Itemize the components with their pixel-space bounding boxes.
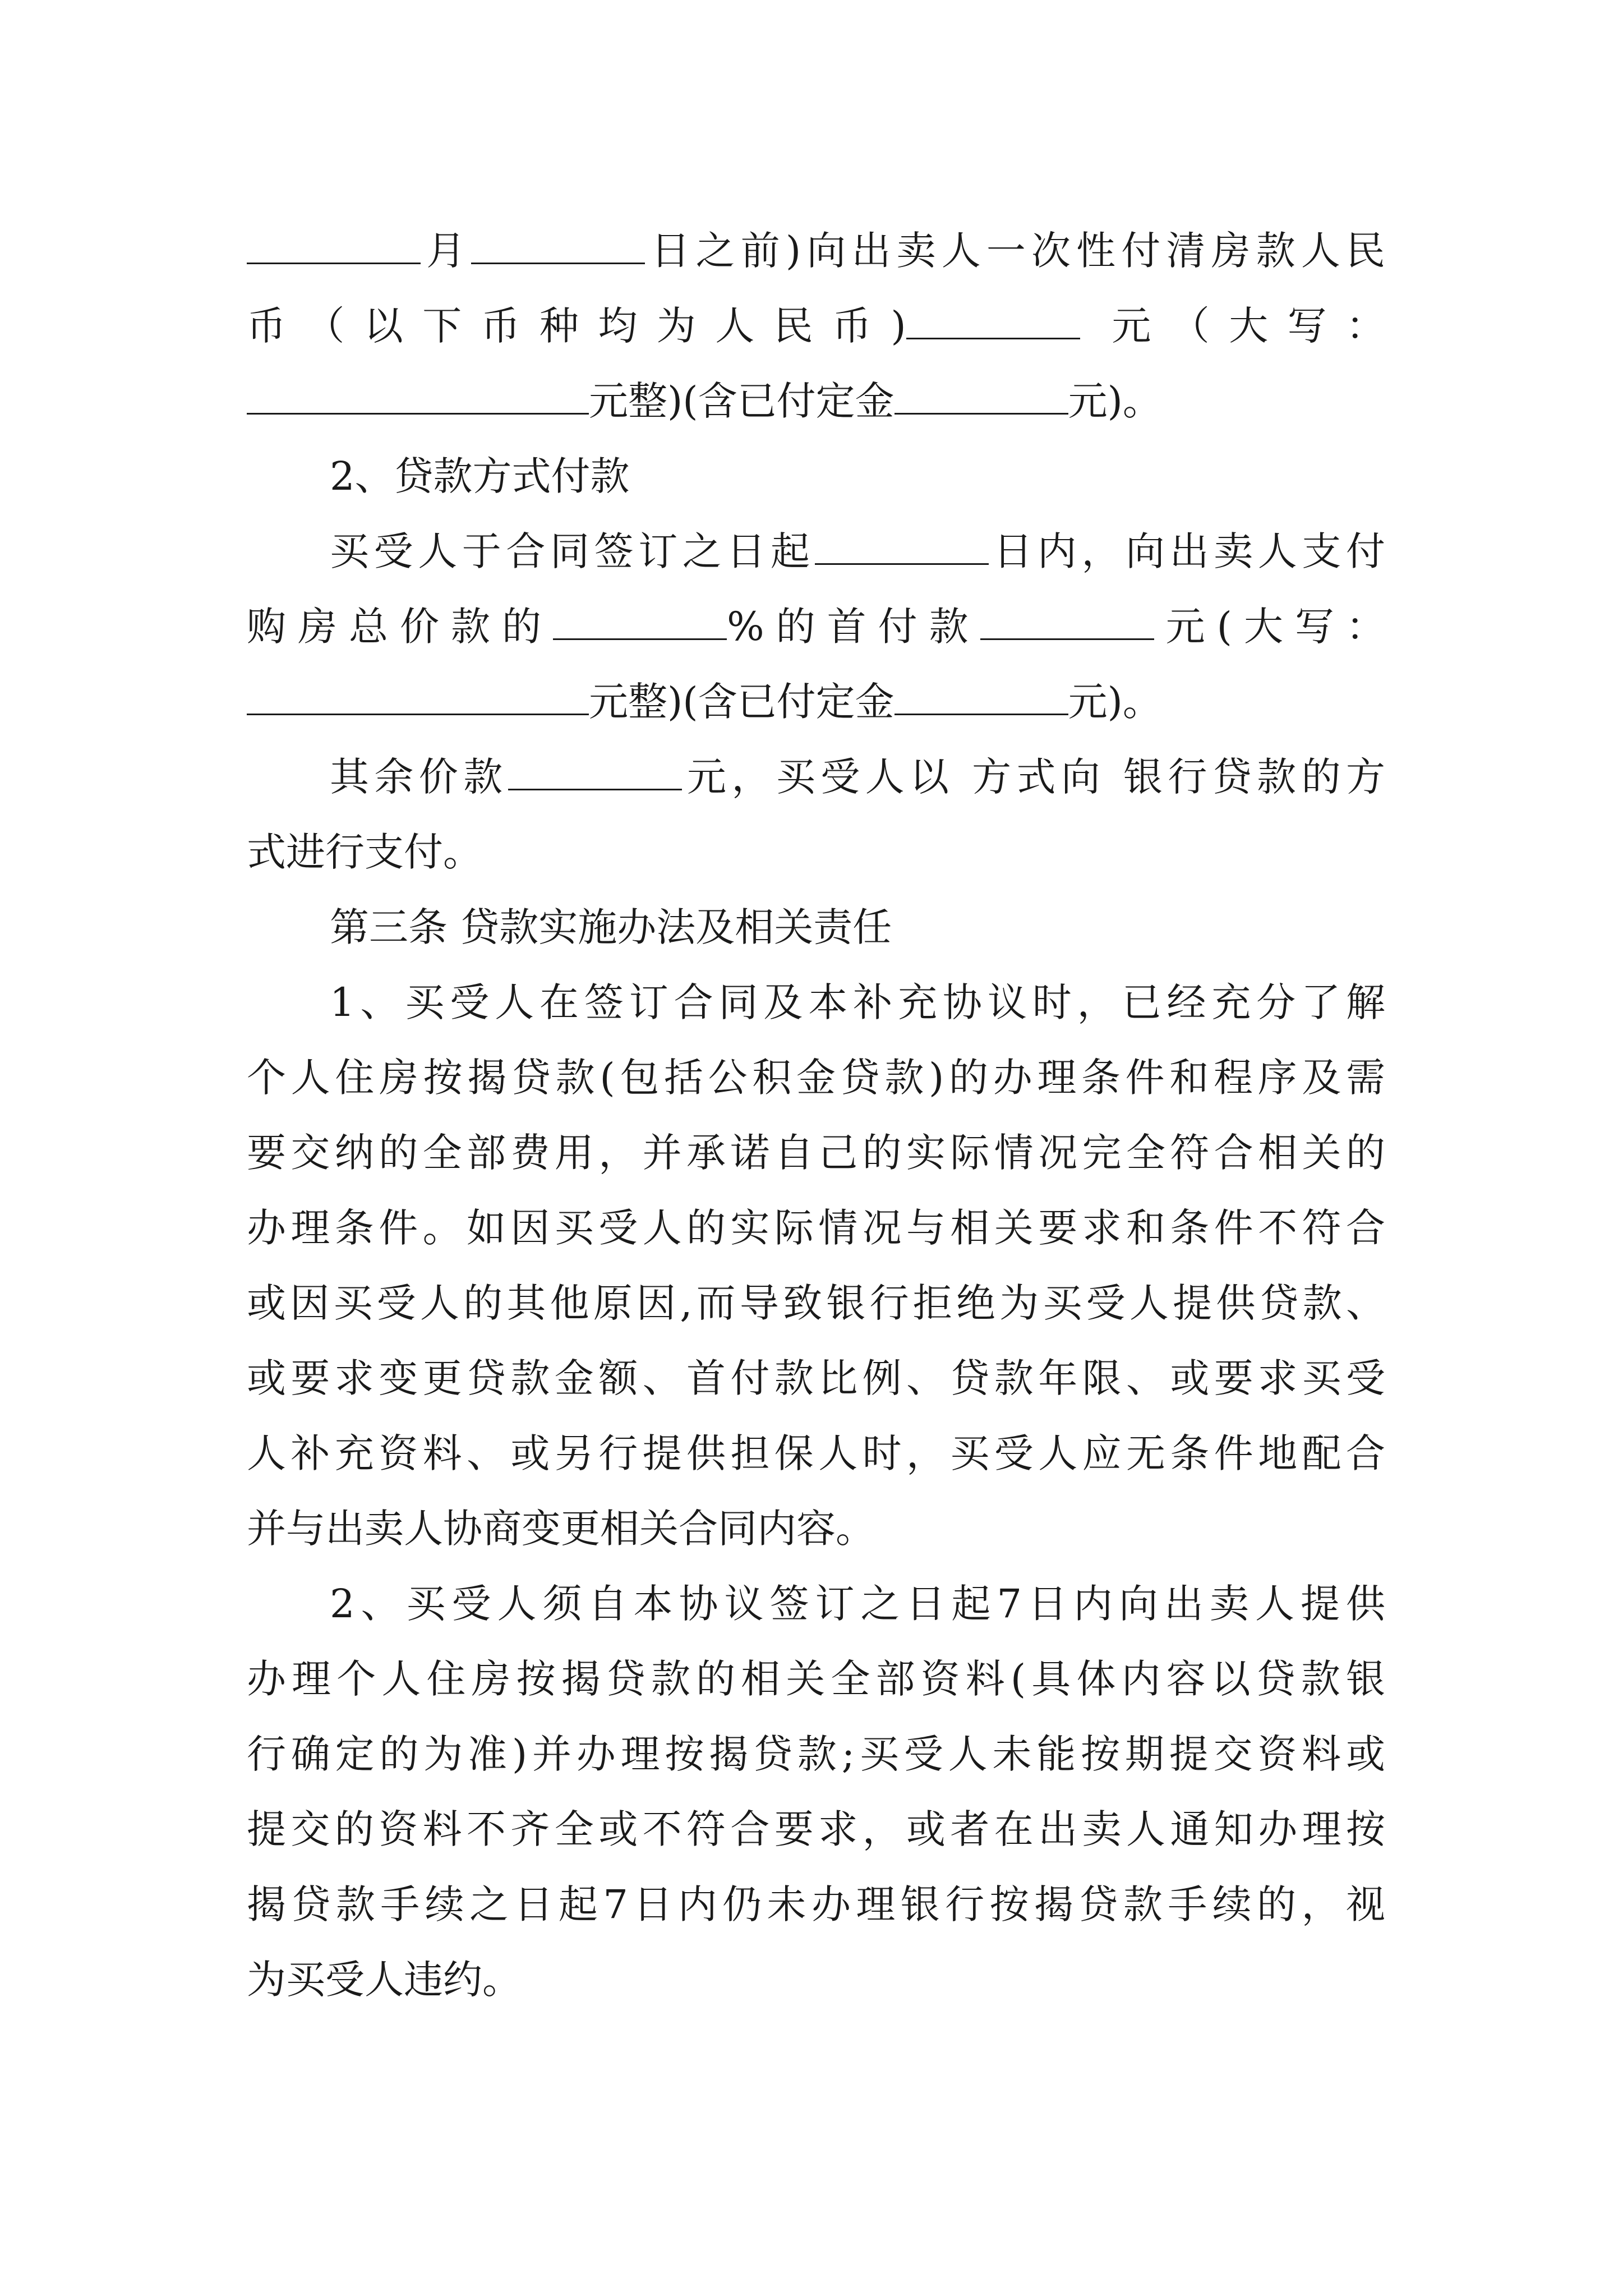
text-line: 1、买受人在签订合同及本补充协议时，已经充分了解: [330, 979, 1385, 1025]
text-line: 揭贷款手续之日起7日内仍未办理银行按揭贷款手续的，视: [247, 1881, 1385, 1927]
section-heading: 2、贷款方式付款: [330, 453, 630, 499]
article-heading: 第三条 贷款实施办法及相关责任: [330, 904, 892, 950]
fill-blank[interactable]: [471, 228, 645, 264]
text-line: 或因买受人的其他原因,而导致银行拒绝为买受人提供贷款、: [247, 1280, 1385, 1326]
text-fragment: 其余价款: [330, 754, 508, 800]
fill-blank[interactable]: [906, 303, 1080, 339]
fill-blank[interactable]: [247, 378, 589, 415]
fill-blank[interactable]: [247, 228, 421, 264]
text-line: [247, 364, 1385, 439]
text-line: 式进行支付。: [247, 829, 482, 875]
text-fragment: 元)。: [1068, 378, 1162, 424]
text-fragment: 元（大写：: [1112, 303, 1385, 349]
text-line: 行确定的为准)并办理按揭贷款;买受人未能按期提交资料或: [247, 1731, 1385, 1777]
text-line: [247, 589, 1385, 664]
paragraph-loan-documents: [247, 1566, 1385, 2017]
fill-blank[interactable]: [815, 528, 989, 565]
text-line: 为买受人违约。: [247, 1957, 522, 2003]
text-line: 并与出卖人协商变更相关合同内容。: [247, 1506, 875, 1552]
text-line: [247, 739, 1385, 815]
text-line: 办理条件。如因买受人的实际情况与相关要求和条件不符合: [247, 1205, 1385, 1251]
text-fragment: 元)。: [1068, 679, 1162, 725]
text-line: 2、买受人须自本协议签订之日起7日内向出卖人提供: [330, 1581, 1385, 1627]
text-line: 个人住房按揭贷款(包括公积金贷款)的办理条件和程序及需: [247, 1055, 1385, 1101]
fill-blank[interactable]: [895, 679, 1068, 715]
paragraph-loan-conditions: [247, 965, 1385, 1566]
text-fragment: 币（以下币种均为人民币): [247, 303, 906, 349]
fill-blank[interactable]: [895, 378, 1068, 415]
document-page: [247, 213, 1385, 2017]
fill-blank[interactable]: [508, 754, 682, 790]
text-line: 办理个人住房按揭贷款的相关全部资料(具体内容以贷款银: [247, 1656, 1385, 1702]
text-line: [247, 288, 1385, 364]
fill-blank[interactable]: [247, 679, 589, 715]
text-fragment: 日内，向出卖人支付: [988, 528, 1386, 574]
text-fragment: 元整)(含已付定金: [589, 378, 895, 424]
text-fragment: 买受人于合同签订之日起: [330, 528, 815, 574]
text-line: [247, 213, 1385, 288]
text-line: [247, 664, 1385, 739]
text-fragment: 购房总价款的: [247, 604, 554, 650]
text-line: 人补充资料、或另行提供担保人时，买受人应无条件地配合: [247, 1430, 1385, 1476]
text-fragment: 元整)(含已付定金: [589, 679, 895, 725]
text-line: [247, 514, 1385, 589]
text-line: 要交纳的全部费用，并承诺自己的实际情况完全符合相关的: [247, 1130, 1385, 1176]
text-fragment: 月: [421, 228, 472, 274]
text-fragment: 元，买受人以 方式向 银行贷款的方: [681, 754, 1385, 800]
text-line: 提交的资料不齐全或不符合要求，或者在出卖人通知办理按: [247, 1806, 1385, 1852]
text-fragment: 日之前)向出卖人一次性付清房款人民: [645, 228, 1386, 274]
fill-blank[interactable]: [980, 604, 1154, 640]
fill-blank[interactable]: [553, 604, 727, 640]
text-fragment: 元(大写：: [1154, 604, 1386, 650]
text-line: 或要求变更贷款金额、首付款比例、贷款年限、或要求买受: [247, 1355, 1385, 1401]
text-fragment: %的首付款: [727, 604, 980, 650]
